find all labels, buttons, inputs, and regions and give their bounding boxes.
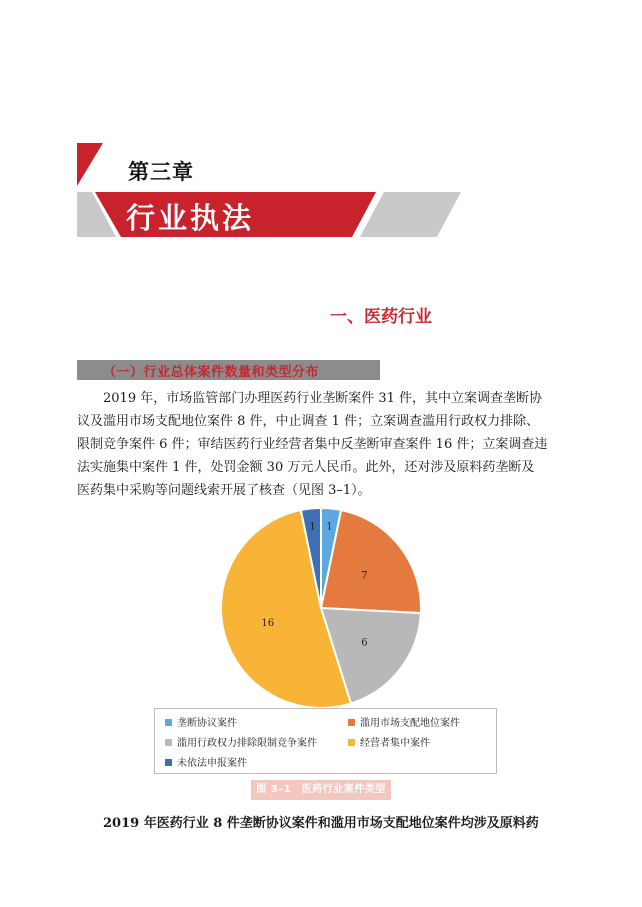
pie-data-label: 6 — [361, 637, 368, 649]
body-paragraph — [77, 387, 569, 502]
bottom-paragraph-line: 2019 年医药行业 8 件垄断协议案件和滥用市场支配地位案件均涉及原料药 — [103, 816, 539, 831]
pie-data-label: 16 — [261, 617, 275, 629]
pie-data-label: 1 — [309, 521, 316, 533]
paragraph-line: 2019 年，市场监管部门办理医药行业垄断案件 31 件，其中立案调查垄断协 — [103, 391, 543, 406]
legend-item — [165, 754, 247, 769]
figure-caption: 图 3–1 医药行业案件类型 — [251, 780, 391, 800]
banner-red-tab — [77, 143, 103, 186]
legend-item — [348, 734, 430, 749]
section-title — [0, 302, 642, 327]
legend-label: 滥用行政权力排除限制竞争案件 — [177, 738, 317, 749]
pie-data-label: 1 — [326, 521, 333, 533]
legend-item — [165, 734, 317, 749]
legend-swatch — [165, 759, 172, 766]
legend-swatch — [348, 719, 355, 726]
pie-data-label: 7 — [361, 570, 368, 582]
paragraph-line: 法实施集中案件 1 件，处罚金额 30 万元人民币。此外，还对涉及原料药垄断及 — [77, 460, 535, 475]
banner-grey-right — [360, 192, 461, 237]
paragraph-line: 医药集中采购等问题线索开展了核查（见图 3–1）。 — [77, 483, 371, 498]
legend-swatch — [348, 739, 355, 746]
legend-swatch — [165, 719, 172, 726]
paragraph-line: 议及滥用市场支配地位案件 8 件，中止调查 1 件；立案调查滥用行政权力排除、 — [77, 414, 540, 429]
chapter-label: 第三章 — [128, 160, 194, 184]
chart-legend — [154, 708, 497, 774]
pie-chart — [150, 500, 490, 710]
legend-label: 滥用市场支配地位案件 — [360, 718, 460, 729]
legend-label: 未依法申报案件 — [177, 758, 247, 769]
legend-swatch — [165, 739, 172, 746]
legend-label: 经营者集中案件 — [360, 738, 430, 749]
legend-item — [165, 714, 237, 729]
legend-label: 垄断协议案件 — [177, 718, 237, 729]
legend-item — [348, 714, 460, 729]
chapter-title: 行业执法 — [126, 201, 255, 235]
section-title-text: 一、医药行业 — [330, 307, 432, 327]
paragraph-line: 限制竞争案件 6 件；审结医药行业经营者集中反垄断审查案件 16 件；立案调查违 — [77, 437, 548, 452]
chapter-banner — [0, 0, 642, 260]
subsection-title: （一）行业总体案件数量和类型分布 — [103, 365, 320, 380]
